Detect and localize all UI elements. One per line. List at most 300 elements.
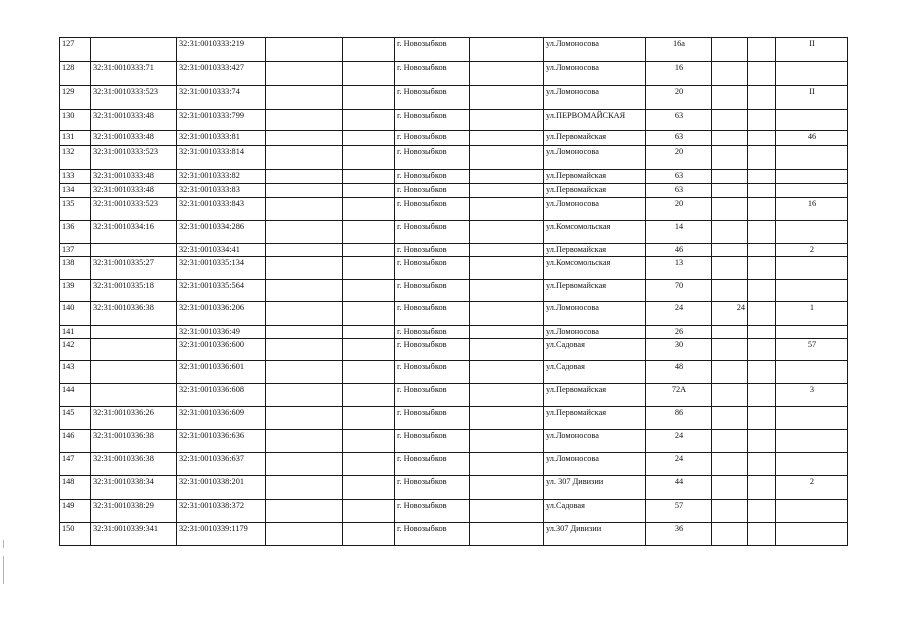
cell-street: ул.Садовая bbox=[544, 339, 646, 361]
table-row bbox=[60, 326, 848, 339]
cell-extra-number bbox=[712, 131, 748, 146]
cell-house-number: 70 bbox=[646, 280, 712, 302]
cell-note bbox=[776, 170, 848, 184]
cell-empty bbox=[748, 361, 776, 384]
table-row bbox=[60, 198, 848, 221]
cell-object-number: 32:31:0010336:608 bbox=[177, 384, 266, 407]
cell-parcel-number: 32:31:0010336:26 bbox=[91, 407, 177, 430]
cell-note bbox=[776, 110, 848, 131]
cell-empty bbox=[343, 221, 395, 244]
cell-empty bbox=[748, 453, 776, 476]
cell-extra-number bbox=[712, 407, 748, 430]
cell-empty bbox=[470, 244, 544, 257]
cell-empty bbox=[266, 302, 343, 326]
cell-extra-number bbox=[712, 476, 748, 500]
cell-extra-number bbox=[712, 221, 748, 244]
cell-parcel-number: 32:31:0010338:34 bbox=[91, 476, 177, 500]
cell-empty bbox=[343, 131, 395, 146]
cell-parcel-number: 32:31:0010336:38 bbox=[91, 453, 177, 476]
cell-house-number: 13 bbox=[646, 257, 712, 280]
cell-extra-number bbox=[712, 326, 748, 339]
cell-city: г. Новозыбков bbox=[395, 326, 470, 339]
cell-extra-number bbox=[712, 198, 748, 221]
cell-empty bbox=[748, 476, 776, 500]
cell-extra-number bbox=[712, 384, 748, 407]
cell-empty bbox=[343, 86, 395, 110]
cell-empty bbox=[470, 86, 544, 110]
cell-street: ул.Первомайская bbox=[544, 407, 646, 430]
cell-object-number: 32:31:0010333:83 bbox=[177, 184, 266, 198]
cell-empty bbox=[343, 38, 395, 62]
cell-empty bbox=[470, 280, 544, 302]
cell-note bbox=[776, 453, 848, 476]
cell-note: 3 bbox=[776, 384, 848, 407]
cell-row-number: 140 bbox=[60, 302, 91, 326]
cell-empty bbox=[748, 384, 776, 407]
cell-street: ул.ПЕРВОМАЙСКАЯ bbox=[544, 110, 646, 131]
cell-empty bbox=[470, 62, 544, 86]
cell-street: ул. 307 Дивизии bbox=[544, 476, 646, 500]
table-row bbox=[60, 184, 848, 198]
cell-object-number: 32:31:0010336:206 bbox=[177, 302, 266, 326]
cell-empty bbox=[470, 110, 544, 131]
cell-row-number: 138 bbox=[60, 257, 91, 280]
cell-house-number: 86 bbox=[646, 407, 712, 430]
cell-empty bbox=[266, 110, 343, 131]
cell-row-number: 141 bbox=[60, 326, 91, 339]
cell-row-number: 147 bbox=[60, 453, 91, 476]
cell-extra-number bbox=[712, 62, 748, 86]
table-row bbox=[60, 244, 848, 257]
cell-street: ул.Ломоносова bbox=[544, 430, 646, 453]
cell-empty bbox=[266, 523, 343, 546]
cell-empty bbox=[470, 523, 544, 546]
cell-object-number: 32:31:0010336:637 bbox=[177, 453, 266, 476]
cell-extra-number bbox=[712, 146, 748, 170]
cell-extra-number bbox=[712, 523, 748, 546]
cell-object-number: 32:31:0010333:427 bbox=[177, 62, 266, 86]
cell-city: г. Новозыбков bbox=[395, 339, 470, 361]
cell-empty bbox=[266, 62, 343, 86]
cell-object-number: 32:31:0010333:81 bbox=[177, 131, 266, 146]
cell-empty bbox=[266, 384, 343, 407]
table-row bbox=[60, 523, 848, 546]
cell-empty bbox=[266, 453, 343, 476]
cell-object-number: 32:31:0010334:41 bbox=[177, 244, 266, 257]
cell-house-number: 24 bbox=[646, 430, 712, 453]
registry-table bbox=[59, 37, 848, 546]
cell-parcel-number: 32:31:0010339:341 bbox=[91, 523, 177, 546]
cell-empty bbox=[748, 221, 776, 244]
cell-house-number: 24 bbox=[646, 453, 712, 476]
cell-house-number: 14 bbox=[646, 221, 712, 244]
cell-street: ул.Комсомольская bbox=[544, 221, 646, 244]
cell-empty bbox=[266, 170, 343, 184]
cell-empty bbox=[748, 407, 776, 430]
cell-note bbox=[776, 407, 848, 430]
table-row bbox=[60, 407, 848, 430]
cell-parcel-number: 32:31:0010333:523 bbox=[91, 86, 177, 110]
cell-extra-number bbox=[712, 170, 748, 184]
cell-row-number: 136 bbox=[60, 221, 91, 244]
cell-empty bbox=[748, 326, 776, 339]
cell-empty bbox=[470, 302, 544, 326]
cell-parcel-number: 32:31:0010336:38 bbox=[91, 302, 177, 326]
cell-row-number: 145 bbox=[60, 407, 91, 430]
cell-house-number: 63 bbox=[646, 170, 712, 184]
cell-row-number: 133 bbox=[60, 170, 91, 184]
cell-empty bbox=[343, 339, 395, 361]
table-row bbox=[60, 361, 848, 384]
cell-empty bbox=[748, 110, 776, 131]
cell-empty bbox=[748, 184, 776, 198]
cell-row-number: 129 bbox=[60, 86, 91, 110]
cell-empty bbox=[748, 280, 776, 302]
cell-empty bbox=[266, 198, 343, 221]
table-row bbox=[60, 384, 848, 407]
cell-empty bbox=[470, 476, 544, 500]
cell-empty bbox=[470, 221, 544, 244]
cell-street: ул.Первомайская bbox=[544, 170, 646, 184]
cell-empty bbox=[748, 170, 776, 184]
cell-row-number: 144 bbox=[60, 384, 91, 407]
cell-street: ул.Ломоносова bbox=[544, 62, 646, 86]
cell-empty bbox=[748, 131, 776, 146]
cell-empty bbox=[748, 62, 776, 86]
cell-object-number: 32:31:0010336:636 bbox=[177, 430, 266, 453]
cell-extra-number bbox=[712, 257, 748, 280]
cell-object-number: 32:31:0010333:82 bbox=[177, 170, 266, 184]
cell-extra-number bbox=[712, 110, 748, 131]
cell-empty bbox=[266, 361, 343, 384]
cell-parcel-number: 32:31:0010333:48 bbox=[91, 131, 177, 146]
cell-city: г. Новозыбков bbox=[395, 62, 470, 86]
cell-empty bbox=[343, 361, 395, 384]
cell-parcel-number bbox=[91, 38, 177, 62]
cell-street: ул.Ломоносова bbox=[544, 38, 646, 62]
cell-row-number: 135 bbox=[60, 198, 91, 221]
cell-house-number: 36 bbox=[646, 523, 712, 546]
cell-empty bbox=[748, 302, 776, 326]
cell-object-number: 32:31:0010336:49 bbox=[177, 326, 266, 339]
cell-note: 2 bbox=[776, 244, 848, 257]
cell-city: г. Новозыбков bbox=[395, 110, 470, 131]
cell-empty bbox=[343, 110, 395, 131]
cell-empty bbox=[748, 198, 776, 221]
cell-city: г. Новозыбков bbox=[395, 146, 470, 170]
cell-empty bbox=[343, 302, 395, 326]
cell-house-number: 24 bbox=[646, 302, 712, 326]
cell-object-number: 32:31:0010333:843 bbox=[177, 198, 266, 221]
cell-city: г. Новозыбков bbox=[395, 86, 470, 110]
cell-house-number: 63 bbox=[646, 184, 712, 198]
cell-empty bbox=[266, 326, 343, 339]
cell-parcel-number: 32:31:0010333:71 bbox=[91, 62, 177, 86]
cell-city: г. Новозыбков bbox=[395, 384, 470, 407]
cell-object-number: 32:31:0010333:219 bbox=[177, 38, 266, 62]
cell-empty bbox=[343, 280, 395, 302]
cell-empty bbox=[470, 384, 544, 407]
cell-city: г. Новозыбков bbox=[395, 221, 470, 244]
cell-empty bbox=[266, 221, 343, 244]
cell-object-number: 32:31:0010335:564 bbox=[177, 280, 266, 302]
cell-extra-number bbox=[712, 38, 748, 62]
cell-object-number: 32:31:0010338:372 bbox=[177, 500, 266, 523]
cell-house-number: 63 bbox=[646, 131, 712, 146]
cell-object-number: 32:31:0010333:799 bbox=[177, 110, 266, 131]
cell-empty bbox=[266, 500, 343, 523]
cell-empty bbox=[470, 430, 544, 453]
table-row bbox=[60, 280, 848, 302]
cell-empty bbox=[470, 407, 544, 430]
cell-house-number: 26 bbox=[646, 326, 712, 339]
cell-parcel-number: 32:31:0010335:27 bbox=[91, 257, 177, 280]
cell-empty bbox=[266, 244, 343, 257]
cell-object-number: 32:31:0010336:601 bbox=[177, 361, 266, 384]
cell-empty bbox=[266, 38, 343, 62]
cell-empty bbox=[266, 339, 343, 361]
cell-note bbox=[776, 146, 848, 170]
cell-extra-number bbox=[712, 453, 748, 476]
cell-house-number: 63 bbox=[646, 110, 712, 131]
cell-house-number: 16 bbox=[646, 62, 712, 86]
cell-empty bbox=[266, 280, 343, 302]
table-row bbox=[60, 86, 848, 110]
cell-city: г. Новозыбков bbox=[395, 523, 470, 546]
cell-parcel-number bbox=[91, 339, 177, 361]
cell-city: г. Новозыбков bbox=[395, 198, 470, 221]
cell-parcel-number: 32:31:0010333:48 bbox=[91, 110, 177, 131]
cell-empty bbox=[748, 500, 776, 523]
cell-empty bbox=[343, 384, 395, 407]
cell-street: ул.Первомайская bbox=[544, 184, 646, 198]
cell-house-number: 57 bbox=[646, 500, 712, 523]
cell-street: ул.Первомайская bbox=[544, 244, 646, 257]
cell-empty bbox=[748, 257, 776, 280]
cell-empty bbox=[470, 257, 544, 280]
cell-parcel-number: 32:31:0010334:16 bbox=[91, 221, 177, 244]
cell-empty bbox=[470, 453, 544, 476]
cell-house-number: 20 bbox=[646, 86, 712, 110]
cell-empty bbox=[470, 361, 544, 384]
cell-parcel-number: 32:31:0010333:523 bbox=[91, 146, 177, 170]
cell-row-number: 132 bbox=[60, 146, 91, 170]
cell-street: ул.Ломоносова bbox=[544, 453, 646, 476]
cell-empty bbox=[343, 170, 395, 184]
cell-empty bbox=[470, 131, 544, 146]
table-body bbox=[60, 38, 848, 546]
cell-note bbox=[776, 523, 848, 546]
cell-object-number: 32:31:0010335:134 bbox=[177, 257, 266, 280]
cell-object-number: 32:31:0010336:600 bbox=[177, 339, 266, 361]
cell-empty bbox=[470, 500, 544, 523]
cell-street: ул.Ломоносова bbox=[544, 86, 646, 110]
cell-house-number: 20 bbox=[646, 146, 712, 170]
cell-note bbox=[776, 280, 848, 302]
cell-house-number: 44 bbox=[646, 476, 712, 500]
cell-empty bbox=[266, 184, 343, 198]
cell-city: г. Новозыбков bbox=[395, 244, 470, 257]
cell-city: г. Новозыбков bbox=[395, 361, 470, 384]
table-row bbox=[60, 131, 848, 146]
cell-empty bbox=[470, 146, 544, 170]
cell-street: ул.Ломоносова bbox=[544, 302, 646, 326]
cell-row-number: 150 bbox=[60, 523, 91, 546]
cell-empty bbox=[343, 62, 395, 86]
cell-empty bbox=[343, 476, 395, 500]
cell-empty bbox=[343, 244, 395, 257]
cell-extra-number: 24 bbox=[712, 302, 748, 326]
cell-street: ул.Комсомольская bbox=[544, 257, 646, 280]
cell-note: II bbox=[776, 38, 848, 62]
cell-row-number: 146 bbox=[60, 430, 91, 453]
table-row bbox=[60, 221, 848, 244]
cell-empty bbox=[266, 430, 343, 453]
cell-extra-number bbox=[712, 280, 748, 302]
cell-city: г. Новозыбков bbox=[395, 280, 470, 302]
cell-parcel-number bbox=[91, 361, 177, 384]
cell-note bbox=[776, 221, 848, 244]
cell-parcel-number: 32:31:0010333:48 bbox=[91, 184, 177, 198]
cell-city: г. Новозыбков bbox=[395, 184, 470, 198]
cell-parcel-number bbox=[91, 326, 177, 339]
cell-empty bbox=[343, 453, 395, 476]
cell-row-number: 128 bbox=[60, 62, 91, 86]
cell-house-number: 72А bbox=[646, 384, 712, 407]
cell-row-number: 131 bbox=[60, 131, 91, 146]
cell-note: 57 bbox=[776, 339, 848, 361]
cell-note: II bbox=[776, 86, 848, 110]
table-row bbox=[60, 302, 848, 326]
cell-parcel-number: 32:31:0010333:48 bbox=[91, 170, 177, 184]
cell-empty bbox=[470, 198, 544, 221]
table-row bbox=[60, 170, 848, 184]
cell-street: ул.Первомайская bbox=[544, 280, 646, 302]
cell-house-number: 20 bbox=[646, 198, 712, 221]
cell-extra-number bbox=[712, 184, 748, 198]
cell-note: 46 bbox=[776, 131, 848, 146]
cell-note: 16 bbox=[776, 198, 848, 221]
cell-empty bbox=[343, 184, 395, 198]
cell-empty bbox=[470, 170, 544, 184]
cell-parcel-number bbox=[91, 244, 177, 257]
cell-row-number: 139 bbox=[60, 280, 91, 302]
cell-empty bbox=[266, 257, 343, 280]
table-row bbox=[60, 146, 848, 170]
cell-parcel-number: 32:31:0010335:18 bbox=[91, 280, 177, 302]
cell-street: ул.Ломоносова bbox=[544, 326, 646, 339]
table-row bbox=[60, 257, 848, 280]
cell-note: 2 bbox=[776, 476, 848, 500]
cell-street: ул.Первомайская bbox=[544, 131, 646, 146]
cell-empty bbox=[266, 86, 343, 110]
table-row bbox=[60, 339, 848, 361]
table-row bbox=[60, 110, 848, 131]
cell-city: г. Новозыбков bbox=[395, 131, 470, 146]
table-row bbox=[60, 476, 848, 500]
cell-empty bbox=[266, 146, 343, 170]
cell-city: г. Новозыбков bbox=[395, 257, 470, 280]
cell-city: г. Новозыбков bbox=[395, 453, 470, 476]
cell-note bbox=[776, 430, 848, 453]
table-row bbox=[60, 430, 848, 453]
cell-house-number: 30 bbox=[646, 339, 712, 361]
cell-parcel-number: 32:31:0010333:523 bbox=[91, 198, 177, 221]
cell-note bbox=[776, 326, 848, 339]
cell-empty bbox=[748, 339, 776, 361]
cell-row-number: 149 bbox=[60, 500, 91, 523]
cell-city: г. Новозыбков bbox=[395, 430, 470, 453]
cell-extra-number bbox=[712, 339, 748, 361]
cell-extra-number bbox=[712, 244, 748, 257]
cell-parcel-number: 32:31:0010338:29 bbox=[91, 500, 177, 523]
cell-row-number: 143 bbox=[60, 361, 91, 384]
cell-object-number: 32:31:0010333:814 bbox=[177, 146, 266, 170]
cell-empty bbox=[266, 407, 343, 430]
cell-city: г. Новозыбков bbox=[395, 407, 470, 430]
cell-city: г. Новозыбков bbox=[395, 170, 470, 184]
cell-city: г. Новозыбков bbox=[395, 38, 470, 62]
cell-note bbox=[776, 257, 848, 280]
scan-edge-mark bbox=[3, 556, 4, 584]
table-row bbox=[60, 453, 848, 476]
table-row bbox=[60, 38, 848, 62]
cell-empty bbox=[470, 326, 544, 339]
cell-object-number: 32:31:0010336:609 bbox=[177, 407, 266, 430]
cell-row-number: 127 bbox=[60, 38, 91, 62]
cell-empty bbox=[343, 523, 395, 546]
cell-city: г. Новозыбков bbox=[395, 476, 470, 500]
cell-empty bbox=[748, 430, 776, 453]
cell-extra-number bbox=[712, 500, 748, 523]
cell-empty bbox=[343, 326, 395, 339]
cell-street: ул.Ломоносова bbox=[544, 198, 646, 221]
cell-empty bbox=[266, 476, 343, 500]
cell-empty bbox=[748, 146, 776, 170]
cell-empty bbox=[343, 500, 395, 523]
cell-empty bbox=[343, 257, 395, 280]
scan-edge-mark bbox=[3, 540, 4, 548]
cell-city: г. Новозыбков bbox=[395, 302, 470, 326]
cell-parcel-number bbox=[91, 384, 177, 407]
cell-empty bbox=[748, 244, 776, 257]
cell-street: ул.Садовая bbox=[544, 361, 646, 384]
cell-extra-number bbox=[712, 430, 748, 453]
cell-empty bbox=[748, 38, 776, 62]
cell-empty bbox=[343, 198, 395, 221]
cell-empty bbox=[748, 523, 776, 546]
cell-row-number: 142 bbox=[60, 339, 91, 361]
cell-note: 1 bbox=[776, 302, 848, 326]
cell-row-number: 148 bbox=[60, 476, 91, 500]
table-row bbox=[60, 500, 848, 523]
cell-note bbox=[776, 184, 848, 198]
cell-street: ул.Ломоносова bbox=[544, 146, 646, 170]
cell-house-number: 48 bbox=[646, 361, 712, 384]
cell-empty bbox=[748, 86, 776, 110]
cell-empty bbox=[343, 146, 395, 170]
cell-object-number: 32:31:0010338:201 bbox=[177, 476, 266, 500]
cell-house-number: 16а bbox=[646, 38, 712, 62]
cell-empty bbox=[266, 131, 343, 146]
cell-empty bbox=[470, 38, 544, 62]
cell-empty bbox=[470, 339, 544, 361]
cell-empty bbox=[343, 407, 395, 430]
cell-street: ул.Первомайская bbox=[544, 384, 646, 407]
cell-row-number: 137 bbox=[60, 244, 91, 257]
cell-object-number: 32:31:0010339:1179 bbox=[177, 523, 266, 546]
cell-house-number: 46 bbox=[646, 244, 712, 257]
